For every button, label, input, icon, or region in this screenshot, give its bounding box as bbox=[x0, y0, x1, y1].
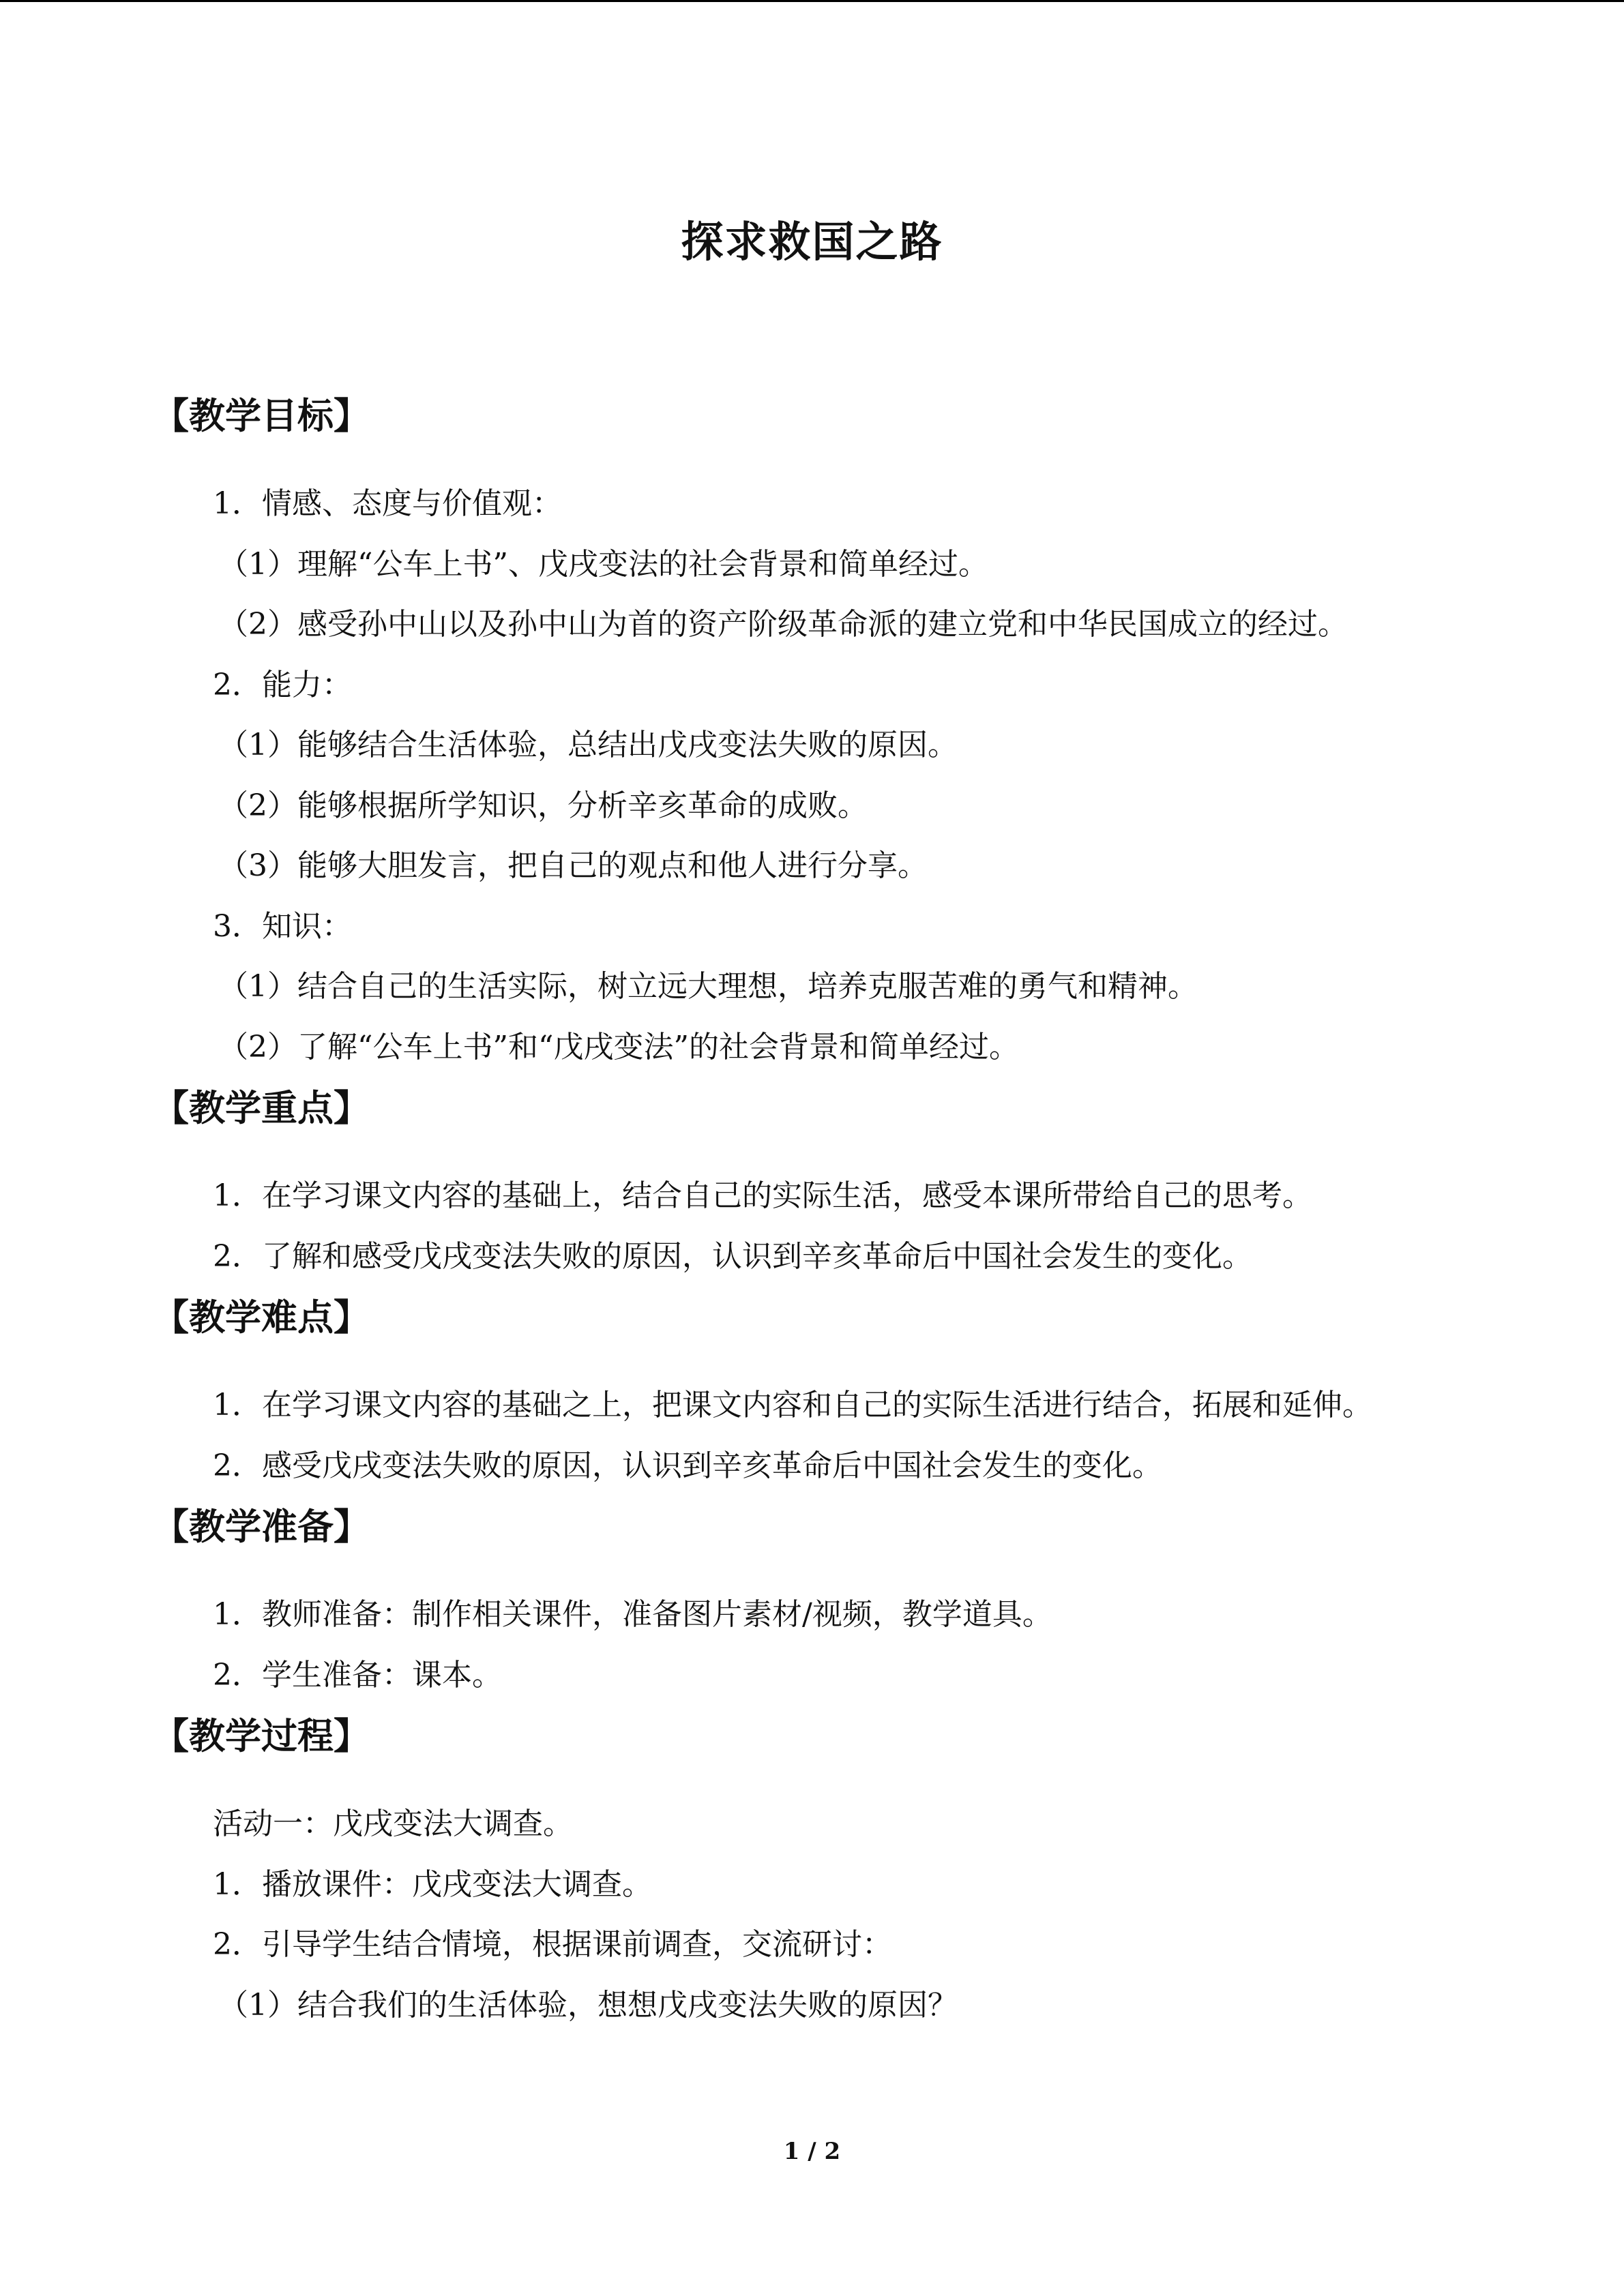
paragraph-line: （2）了解“公车上书”和“戊戌变法”的社会背景和简单经过。 bbox=[218, 1029, 1019, 1064]
section-heading: 【教学重点】 bbox=[153, 1087, 370, 1129]
section-heading: 【教学目标】 bbox=[153, 395, 370, 437]
paragraph-line: （2）感受孙中山以及孙中山为首的资产阶级革命派的建立党和中华民国成立的经过。 bbox=[218, 607, 1348, 642]
paragraph-line: （1）结合自己的生活实际，树立远大理想，培养克服苦难的勇气和精神。 bbox=[218, 969, 1198, 1004]
paragraph-line: 2．学生准备：课本。 bbox=[213, 1657, 502, 1693]
paragraph-line: 1．在学习课文内容的基础上，结合自己的实际生活，感受本课所带给自己的思考。 bbox=[213, 1178, 1312, 1213]
section-spacer bbox=[153, 1557, 1517, 1585]
document-body bbox=[153, 385, 1517, 2036]
paragraph-line: 2．感受戊戌变法失败的原因，认识到辛亥革命后中国社会发生的变化。 bbox=[213, 1448, 1162, 1483]
paragraph-line: （2）能够根据所学知识，分析辛亥革命的成败。 bbox=[218, 788, 868, 823]
paragraph-line: （1）能够结合生活体验，总结出戊戌变法失败的原因。 bbox=[218, 728, 958, 762]
paragraph-line: 1．在学习课文内容的基础之上，把课文内容和自己的实际生活进行结合，拓展和延伸。 bbox=[213, 1388, 1372, 1422]
paragraph-line: 1．播放课件：戊戌变法大调查。 bbox=[213, 1866, 652, 1902]
document-title: 探求救国之路 bbox=[681, 217, 943, 267]
page-top-border bbox=[0, 0, 1624, 2]
paragraph-line: 活动一：戊戌变法大调查。 bbox=[213, 1806, 573, 1841]
page-number: 1 / 2 bbox=[783, 2138, 841, 2165]
paragraph-line: （3）能够大胆发言，把自己的观点和他人进行分享。 bbox=[218, 848, 928, 883]
paragraph-line: 3．知识： bbox=[213, 908, 352, 944]
paragraph-line: 2．能力： bbox=[213, 667, 352, 702]
paragraph-line: 2．了解和感受戊戌变法失败的原因，认识到辛亥革命后中国社会发生的变化。 bbox=[213, 1238, 1252, 1274]
paragraph-line: （1）理解“公车上书”、戊戌变法的社会背景和简单经过。 bbox=[218, 546, 988, 582]
paragraph-line: 1．情感、态度与价值观： bbox=[213, 486, 562, 521]
paragraph-line: 1．教师准备：制作相关课件，准备图片素材/视频，教学道具。 bbox=[213, 1597, 1052, 1632]
section-spacer bbox=[153, 1767, 1517, 1794]
section-heading: 【教学难点】 bbox=[153, 1296, 370, 1339]
section-spacer bbox=[153, 1139, 1517, 1166]
paragraph-line: （1）结合我们的生活体验，想想戊戌变法失败的原因？ bbox=[218, 1987, 958, 2023]
paragraph-line: 2．引导学生结合情境，根据课前调查，交流研讨： bbox=[213, 1927, 892, 1962]
section-spacer bbox=[153, 1348, 1517, 1375]
section-spacer bbox=[153, 447, 1517, 474]
section-heading: 【教学准备】 bbox=[153, 1506, 370, 1548]
section-heading: 【教学过程】 bbox=[153, 1715, 370, 1757]
